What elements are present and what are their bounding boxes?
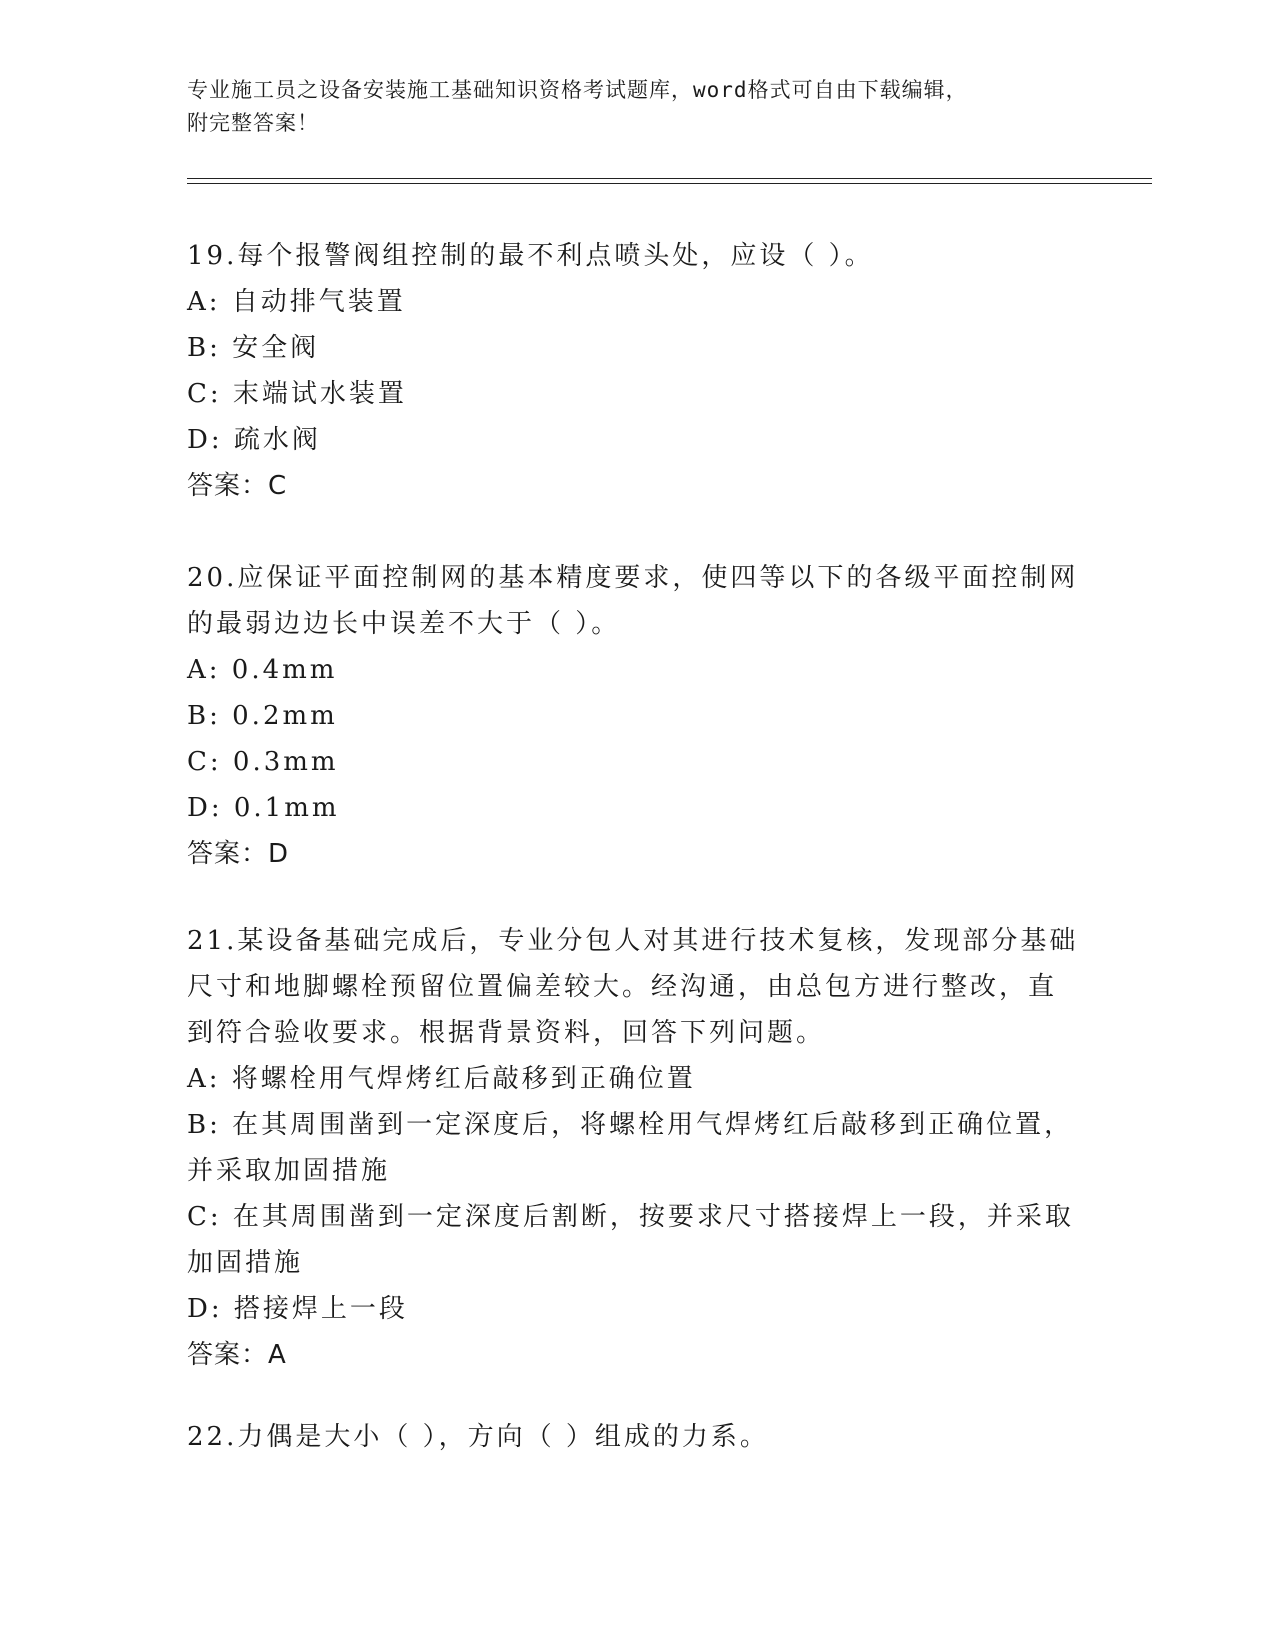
question-stem-line-1: 20.应保证平面控制网的基本精度要求，使四等以下的各级平面控制网 <box>187 563 1079 593</box>
option-b: B: 0.2mm <box>187 701 338 731</box>
option-b: B: 安全阀 <box>187 333 320 363</box>
question-19 <box>187 233 1087 509</box>
question-22 <box>187 1414 1087 1460</box>
question-21 <box>187 918 1087 1378</box>
question-stem-line-2: 的最弱边边长中误差不大于（ ）。 <box>187 609 621 639</box>
answer: 答案：C <box>187 471 288 501</box>
option-c: C: 末端试水装置 <box>187 379 407 409</box>
document-header <box>187 74 1087 140</box>
question-stem: 22.力偶是大小（ ），方向（ ）组成的力系。 <box>187 1422 769 1452</box>
header-divider-bottom <box>187 183 1152 184</box>
question-stem-line-3: 到符合验收要求。根据背景资料，回答下列问题。 <box>187 1018 826 1048</box>
option-d: D: 搭接焊上一段 <box>187 1294 408 1324</box>
header-line-2: 附完整答案！ <box>187 111 319 135</box>
question-stem-line-1: 21.某设备基础完成后，专业分包人对其进行技术复核，发现部分基础 <box>187 926 1079 956</box>
option-c-line-1: C: 在其周围凿到一定深度后割断，按要求尺寸搭接焊上一段，并采取 <box>187 1202 1074 1232</box>
header-divider-top <box>187 178 1152 179</box>
option-c: C: 0.3mm <box>187 747 339 777</box>
question-stem: 19.每个报警阀组控制的最不利点喷头处，应设（ ）。 <box>187 241 874 271</box>
option-b-line-2: 并采取加固措施 <box>187 1156 391 1186</box>
header-line-1: 专业施工员之设备安装施工基础知识资格考试题库，word格式可自由下载编辑， <box>187 78 968 102</box>
question-20 <box>187 555 1087 877</box>
answer: 答案：D <box>187 839 290 869</box>
option-a: A: 将螺栓用气焊烤红后敲移到正确位置 <box>187 1064 696 1094</box>
option-d: D: 0.1mm <box>187 793 340 823</box>
option-a: A: 0.4mm <box>187 655 338 685</box>
answer: 答案：A <box>187 1340 287 1370</box>
option-d: D: 疏水阀 <box>187 425 321 455</box>
option-a: A: 自动排气装置 <box>187 287 406 317</box>
option-b-line-1: B: 在其周围凿到一定深度后，将螺栓用气焊烤红后敲移到正确位置， <box>187 1110 1074 1140</box>
option-c-line-2: 加固措施 <box>187 1248 304 1278</box>
question-stem-line-2: 尺寸和地脚螺栓预留位置偏差较大。经沟通，由总包方进行整改，直 <box>187 972 1058 1002</box>
